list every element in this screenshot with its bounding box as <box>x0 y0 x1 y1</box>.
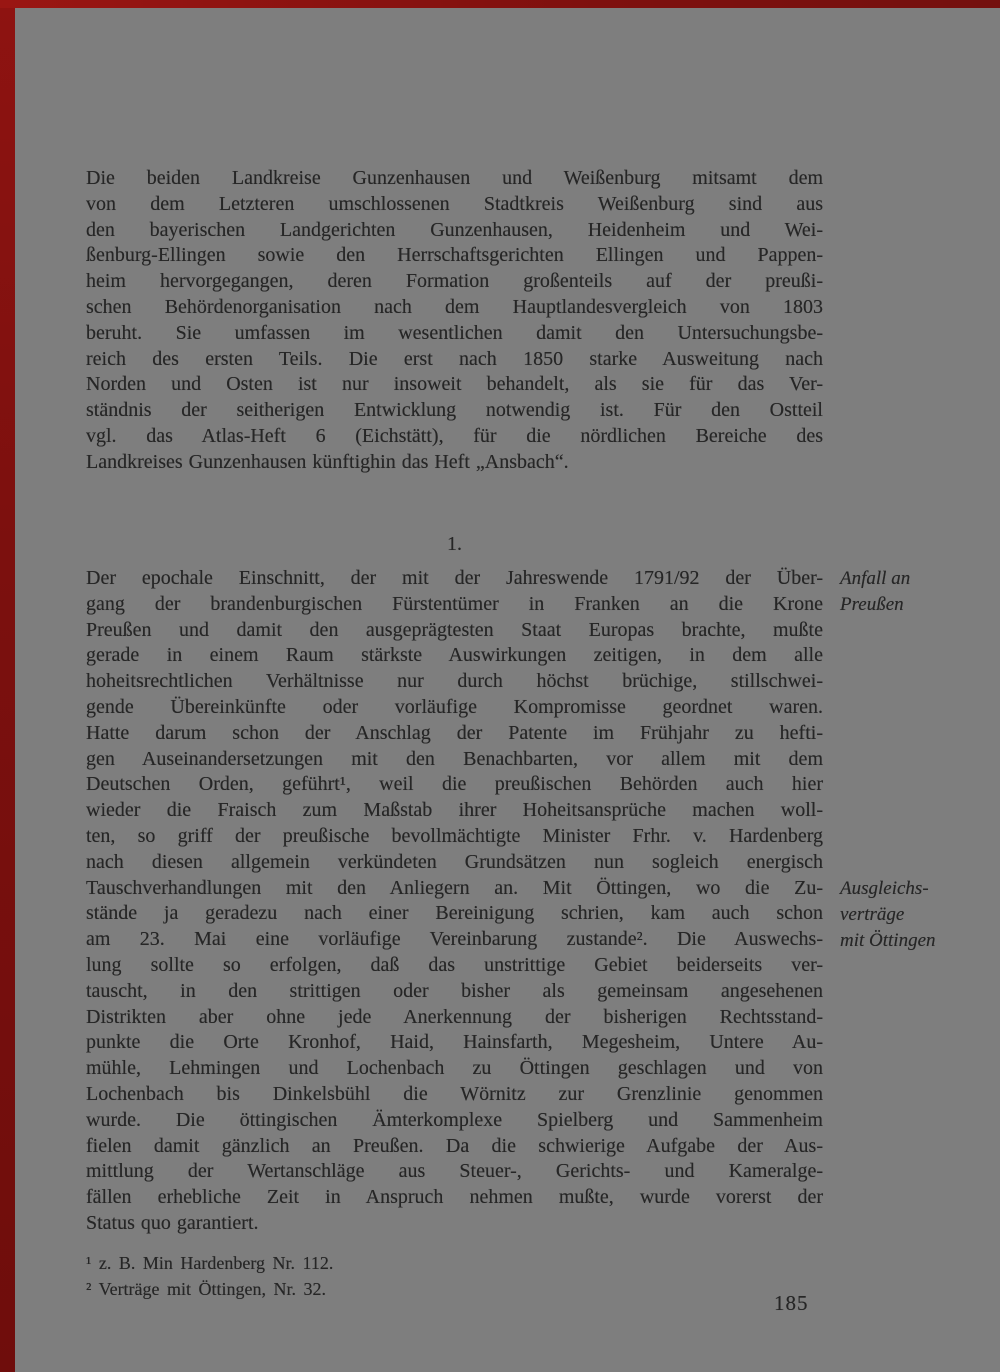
text-line: gerade in einem Raum stärkste Auswirkungen zeitigen, in dem alle <box>86 644 823 667</box>
margin-note-ausgleichsvertraege <box>840 876 996 953</box>
text-line: beruht. Sie umfassen im wesentlichen damit den Untersuchungsbe- <box>86 321 823 344</box>
text-line: wieder die Fraisch zum Maßstab ihrer Hoheitsansprüche machen woll- <box>86 799 823 822</box>
text-line: Hatte darum schon der Anschlag der Patente im Frühjahr zu hefti- <box>86 721 823 744</box>
text-line: wurde. Die öttingischen Ämterkomplexe Spielberg und Sammenheim <box>86 1108 823 1131</box>
text-line: schen Behördenorganisation nach dem Hauptlandesvergleich von 1803 <box>86 295 823 318</box>
margin-note-line: Preußen <box>840 593 904 615</box>
text-line: fielen damit gänzlich an Preußen. Da die schwierige Aufgabe der Aus- <box>86 1134 823 1157</box>
page-number: 185 <box>774 1291 809 1315</box>
text-line: punkte die Orte Kronhof, Haid, Hainsfarth, Megesheim, Untere Au- <box>86 1031 823 1054</box>
margin-note-line: verträge <box>840 903 905 925</box>
text-line: vgl. das Atlas-Heft 6 (Eichstätt), für die nördlichen Bereiche des <box>86 424 823 447</box>
margin-note-line: Anfall an <box>840 568 911 589</box>
text-line: den bayerischen Landgerichten Gunzenhausen, Heidenheim und Wei- <box>86 218 823 241</box>
footnotes <box>86 1250 823 1302</box>
text-line: Tauschverhandlungen mit den Anliegern an. Mit Öttingen, wo die Zu- <box>86 876 823 899</box>
text-line: Preußen und damit den ausgeprägtesten Staat Europas brachte, mußte <box>86 618 823 641</box>
main-paragraph <box>86 566 823 1237</box>
margin-note-line: mit Öttingen <box>840 929 936 951</box>
text-line: nach diesen allgemein verkündeten Grundsätzen nun sogleich energisch <box>86 850 823 873</box>
text-line: Der epochale Einschnitt, der mit der Jahreswende 1791/92 der Über- <box>86 567 823 589</box>
text-line: ten, so griff der preußische bevollmächtigte Minister Frhr. v. Hardenberg <box>86 824 823 847</box>
text-line: fällen erhebliche Zeit in Anspruch nehmen mußte, wurde vorerst der <box>86 1186 823 1209</box>
text-line: gen Auseinandersetzungen mit den Benachbarten, vor allem mit dem <box>86 747 823 770</box>
text-line: gende Übereinkünfte oder vorläufige Kompromisse geordnet waren. <box>86 695 823 718</box>
intro-paragraph <box>86 166 823 476</box>
text-line: mittlung der Wertanschläge aus Steuer-, Gerichts- und Kameralge- <box>86 1160 823 1183</box>
text-line: von dem Letzteren umschlossenen Stadtkreis Weißenburg sind aus <box>86 192 823 215</box>
text-line: Status quo garantiert. <box>86 1211 259 1234</box>
text-line: Distrikten aber ohne jede Anerkennung der bisherigen Rechtsstand- <box>86 1005 823 1028</box>
margin-note-line: Ausgleichs- <box>840 878 929 899</box>
text-line: Lochenbach bis Dinkelsbühl die Wörnitz zur Grenzlinie genommen <box>86 1082 823 1105</box>
book-binding-edge-top <box>0 0 1000 8</box>
text-line: mühle, Lehmingen und Lochenbach zu Öttingen geschlagen und von <box>86 1057 823 1080</box>
text-line: tauscht, in den strittigen oder bisher als gemeinsam angesehenen <box>86 979 823 1002</box>
section-heading: 1. <box>447 533 462 555</box>
text-line: Deutschen Orden, geführt¹, weil die preußischen Behörden auch hier <box>86 773 823 796</box>
book-binding-edge-left <box>0 0 15 1372</box>
text-line: hoheitsrechtlichen Verhältnisse nur durch höchst brüchige, stillschwei- <box>86 670 823 693</box>
margin-note-anfall-an-preussen <box>840 566 996 618</box>
text-line: am 23. Mai eine vorläufige Vereinbarung zustande². Die Auswechs- <box>86 928 823 951</box>
text-line: gang der brandenburgischen Fürstentümer in Franken an die Krone <box>86 592 823 615</box>
text-line: ßenburg-Ellingen sowie den Herrschaftsgerichten Ellingen und Pappen- <box>86 244 823 267</box>
text-line: heim hervorgegangen, deren Formation großenteils auf der preußi- <box>86 270 823 293</box>
text-line: Die beiden Landkreise Gunzenhausen und Weißenburg mitsamt dem <box>86 167 823 189</box>
text-line: Norden und Osten ist nur insoweit behandelt, als sie für das Ver- <box>86 373 823 396</box>
text-line: lung sollte so erfolgen, daß das unstrittige Gebiet beiderseits ver- <box>86 953 823 976</box>
text-line: stände ja geradezu nach einer Bereinigung schrien, kam auch schon <box>86 902 823 925</box>
footnote-line: ² Verträge mit Öttingen, Nr. 32. <box>86 1279 327 1299</box>
text-line: Landkreises Gunzenhausen künftighin das Heft „Ansbach“. <box>86 450 569 473</box>
text-line: ständnis der seitherigen Entwicklung notwendig ist. Für den Ostteil <box>86 399 823 422</box>
text-line: reich des ersten Teils. Die erst nach 1850 starke Ausweitung nach <box>86 347 823 370</box>
footnote-line: ¹ z. B. Min Hardenberg Nr. 112. <box>86 1253 334 1273</box>
